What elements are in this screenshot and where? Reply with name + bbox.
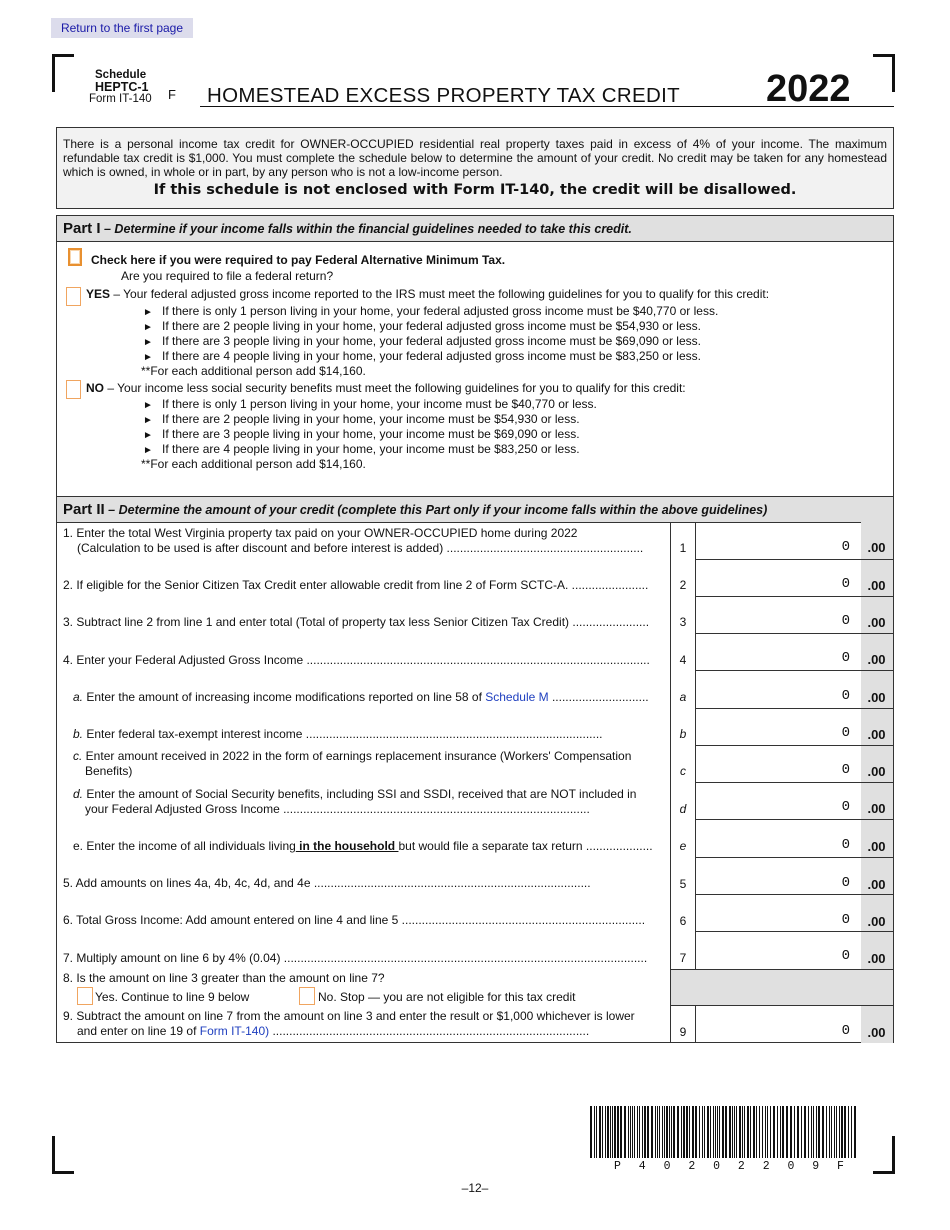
barcode-bar: [607, 1106, 609, 1158]
part-1-title: Part I: [63, 220, 101, 237]
line-8-text: 8. Is the amount on line 3 greater than the amount on line 7?: [63, 971, 385, 985]
line-5-amount[interactable]: 0: [841, 875, 850, 891]
line-9-cents: .00: [867, 1025, 886, 1040]
barcode-char: 2: [762, 1160, 770, 1173]
barcode-bar: [753, 1106, 755, 1158]
barcode-bar: [620, 1106, 622, 1158]
no-item-3: ► If there are 3 people living in your home, your income must be $69,090 or less.: [143, 427, 580, 441]
line-4d-label: d: [679, 802, 687, 816]
barcode-bar: [736, 1106, 737, 1158]
barcode-bar: [762, 1106, 763, 1158]
barcode-char: 4: [638, 1160, 646, 1173]
row-divider: [695, 745, 893, 746]
barcode-bar: [811, 1106, 812, 1158]
header-rule: [200, 106, 894, 107]
barcode-bar: [839, 1106, 840, 1158]
barcode-bar: [780, 1106, 781, 1158]
barcode-bar: [590, 1106, 592, 1158]
barcode-bar: [816, 1106, 817, 1158]
barcode-bar: [614, 1106, 616, 1158]
line-4d-cents: .00: [867, 801, 886, 816]
line-4b-cents: .00: [867, 727, 886, 742]
row-divider: [695, 596, 893, 597]
barcode-bar: [624, 1106, 626, 1158]
barcode-bar: [642, 1106, 643, 1158]
federal-return-question: Are you required to file a federal return?: [121, 269, 334, 283]
line-4-cents: .00: [867, 652, 886, 667]
no-item-1: ► If there is only 1 person living in your home, your income must be $40,770 or less.: [143, 397, 597, 411]
row-divider: [695, 857, 893, 858]
barcode-bar: [790, 1106, 792, 1158]
barcode-bar: [657, 1106, 658, 1158]
barcode-bar: [822, 1106, 824, 1158]
barcode-char: 0: [787, 1160, 795, 1173]
line-9-text: 9. Subtract the amount on line 7 from the amount on line 3 and enter the result or $1,000 whichever is lower and enter on line 19 of Form IT-140) ...............................................................................................: [63, 1009, 635, 1038]
line-4a-text: a. Enter the amount of increasing income modifications reported on line 58 of Schedule M .............................: [73, 690, 649, 704]
barcode-bar: [804, 1106, 806, 1158]
barcode-bar: [664, 1106, 665, 1158]
line-4c-cents: .00: [867, 764, 886, 779]
intro-warning: If this schedule is not enclosed with Form IT-140, the credit will be disallowed.: [153, 182, 797, 198]
barcode-bar: [683, 1106, 685, 1158]
line-4-text: 4. Enter your Federal Adjusted Gross Income .......................................................................................................: [63, 653, 650, 667]
intro-text: There is a personal income tax credit for OWNER-OCCUPIED residential real property taxes paid in excess of 4% of your income. The maximum refundable tax credit is $1,000. You must complete the schedule below to determine the amount of your credit. No credit may be taken for any homestead which is owned, in whole or in part, by any person who is not a low-income person.: [63, 137, 887, 179]
barcode-char: 0: [713, 1160, 721, 1173]
barcode-bar: [686, 1106, 688, 1158]
form-label: Form IT-140: [89, 93, 152, 105]
barcode-bar: [599, 1106, 601, 1158]
barcode-bar: [765, 1106, 766, 1158]
row-divider: [671, 1005, 893, 1006]
line-8-yes-checkbox[interactable]: [77, 987, 93, 1005]
barcode-bar: [699, 1106, 700, 1158]
line-7-amount[interactable]: 0: [841, 948, 850, 964]
no-item-4: ► If there are 4 people living in your home, your income must be $83,250 or less.: [143, 442, 580, 456]
barcode-bar: [801, 1106, 802, 1158]
row-divider: [695, 819, 893, 820]
barcode-bar: [681, 1106, 682, 1158]
line-1-text: 1. Enter the total West Virginia property tax paid on your OWNER-OCCUPIED home during 2022 (Calculation to be used is after discount and before interest is added) ...........................................................: [63, 526, 644, 555]
barcode-bar: [707, 1106, 709, 1158]
amt-checkbox[interactable]: [68, 248, 82, 266]
line-2-text: 2. If eligible for the Senior Citizen Tax Credit enter allowable credit from line 2 of Form SCTC-A. .......................: [63, 578, 649, 592]
line-4e-cents: .00: [867, 839, 886, 854]
crop-mark-top-right: [873, 54, 895, 92]
barcode-bar: [659, 1106, 660, 1158]
barcode-bar: [702, 1106, 703, 1158]
barcode-bar: [644, 1106, 646, 1158]
barcode-bar: [797, 1106, 799, 1158]
line-3-cents: .00: [867, 615, 886, 630]
barcode-bar: [854, 1106, 856, 1158]
barcode-bar: [742, 1106, 743, 1158]
line-4a-amount[interactable]: 0: [841, 688, 850, 704]
part-2-section: [56, 496, 894, 1043]
barcode-bar: [655, 1106, 656, 1158]
barcode-bar: [689, 1106, 690, 1158]
line-4c-amount[interactable]: 0: [841, 762, 850, 778]
line-1-amount[interactable]: 0: [841, 539, 850, 555]
barcode-bar: [844, 1106, 846, 1158]
barcode-bar: [662, 1106, 663, 1158]
barcode-bar: [612, 1106, 613, 1158]
barcode-bar: [756, 1106, 757, 1158]
return-to-first-page-button[interactable]: Return to the first page: [51, 18, 193, 38]
barcode-text: [614, 1160, 844, 1173]
barcode-bar: [715, 1106, 716, 1158]
yes-label: YES: [86, 287, 111, 301]
part-1-description: – Determine if your income falls within the financial guidelines needed to take this credit.: [100, 222, 632, 236]
barcode-bar: [739, 1106, 741, 1158]
barcode-bar: [794, 1106, 795, 1158]
part-2-title: Part II: [63, 501, 105, 518]
line-5-text: 5. Add amounts on lines 4a, 4b, 4c, 4d, and 4e ...................................................................................: [63, 876, 591, 890]
barcode-bar: [848, 1106, 849, 1158]
part-1-body: [57, 242, 893, 497]
part-2-description: – Determine the amount of your credit (complete this Part only if your income falls within the above guidelines): [104, 503, 768, 517]
barcode-bar: [704, 1106, 705, 1158]
no-text: – Your income less social security benefits must meet the following guidelines for you to qualify for this credit:: [104, 381, 686, 395]
line-5-label: 5: [679, 877, 687, 891]
yes-item-1: ► If there is only 1 person living in your home, your federal adjusted gross income must be $40,770 or less.: [143, 304, 719, 318]
barcode-bar: [602, 1106, 603, 1158]
barcode-char: 0: [663, 1160, 671, 1173]
no-line: [86, 381, 686, 395]
barcode-bar: [836, 1106, 837, 1158]
row-divider: [695, 559, 893, 560]
line-4a-label: a: [679, 690, 687, 704]
amount-column-divider-line9: [695, 1005, 696, 1043]
barcode-bar: [634, 1106, 635, 1158]
line-3-text: 3. Subtract line 2 from line 1 and enter total (Total of property tax less Senior Citizen Tax Credit) .......................: [63, 615, 650, 629]
line-7-label: 7: [679, 951, 687, 965]
line-8-shaded-block: [671, 969, 893, 1005]
line-6-cents: .00: [867, 914, 886, 929]
barcode-char: F: [837, 1160, 844, 1173]
barcode-bar: [831, 1106, 832, 1158]
line-4-label: 4: [679, 653, 687, 667]
barcode-bar: [719, 1106, 720, 1158]
part-1-section: [56, 215, 894, 497]
line-4b-amount[interactable]: 0: [841, 725, 850, 741]
barcode-bar: [596, 1106, 597, 1158]
barcode-bar: [744, 1106, 745, 1158]
line-4e-text: e. Enter the income of all individuals living in the household but would file a separate tax return ....................: [73, 839, 653, 853]
barcode-bar: [841, 1106, 843, 1158]
no-label: NO: [86, 381, 104, 395]
barcode-bar: [734, 1106, 735, 1158]
barcode-bar: [759, 1106, 760, 1158]
barcode-bar: [637, 1106, 638, 1158]
line-4c-label: c: [680, 764, 686, 778]
barcode-bar: [818, 1106, 820, 1158]
barcode-bar: [826, 1106, 827, 1158]
barcode-bar: [639, 1106, 640, 1158]
intro-box: [56, 127, 894, 209]
form-letter: F: [168, 87, 176, 102]
barcode-bar: [717, 1106, 718, 1158]
barcode-bar: [710, 1106, 711, 1158]
line-8-no-label: No. Stop — you are not eligible for this tax credit: [318, 990, 576, 1004]
barcode-char: 2: [737, 1160, 745, 1173]
barcode-bar: [747, 1106, 749, 1158]
amt-label: Check here if you were required to pay Federal Alternative Minimum Tax.: [91, 253, 506, 267]
line-2-cents: .00: [867, 578, 886, 593]
row-divider: [695, 670, 893, 671]
barcode-bar: [632, 1106, 633, 1158]
barcode-bar: [767, 1106, 768, 1158]
line-4e-label: e: [679, 839, 687, 853]
line-7-text: 7. Multiply amount on line 6 by 4% (0.04) .............................................................................................................: [63, 951, 648, 965]
line-6-label: 6: [679, 914, 687, 928]
line-6-amount[interactable]: 0: [841, 912, 850, 928]
line-1-cents: .00: [867, 540, 886, 555]
yes-line: [86, 287, 769, 301]
schedule-id: HEPTC-1: [95, 80, 149, 94]
barcode-bar: [669, 1106, 670, 1158]
yes-checkbox[interactable]: [66, 287, 81, 306]
crop-mark-bottom-right: [873, 1136, 895, 1174]
barcode-char: 2: [688, 1160, 696, 1173]
line-3-label: 3: [679, 615, 687, 629]
barcode-bar: [628, 1106, 629, 1158]
yes-text: – Your federal adjusted gross income reported to the IRS must meet the following guidelines for you to qualify for this credit:: [110, 287, 770, 301]
barcode-bar: [605, 1106, 606, 1158]
row-divider: [695, 708, 893, 709]
line-8-yes-label: Yes. Continue to line 9 below: [95, 990, 250, 1004]
line-8-no-checkbox[interactable]: [299, 987, 315, 1005]
barcode-bar: [813, 1106, 814, 1158]
no-item-2: ► If there are 2 people living in your home, your income must be $54,930 or less.: [143, 412, 580, 426]
line-4a-cents: .00: [867, 690, 886, 705]
barcode-char: 9: [812, 1160, 820, 1173]
line-9-label: 9: [679, 1025, 687, 1039]
line-2-label: 2: [679, 578, 687, 592]
page-number: –12–: [461, 1181, 489, 1195]
yes-item-4: ► If there are 4 people living in your home, your federal adjusted gross income must be $83,250 or less.: [143, 349, 701, 363]
barcode-bar: [677, 1106, 679, 1158]
yes-item-2: ► If there are 2 people living in your home, your federal adjusted gross income must be $54,930 or less.: [143, 319, 701, 333]
barcode-bar: [808, 1106, 809, 1158]
line-7-cents: .00: [867, 951, 886, 966]
barcode-bar: [829, 1106, 830, 1158]
barcode-bar: [647, 1106, 649, 1158]
no-checkbox[interactable]: [66, 380, 81, 399]
barcode-bar: [610, 1106, 611, 1158]
line-4d-amount[interactable]: 0: [841, 799, 850, 815]
page-title: HOMESTEAD EXCESS PROPERTY TAX CREDIT: [207, 84, 680, 107]
schedule-label: Schedule: [95, 69, 147, 81]
row-divider: [671, 969, 893, 970]
barcode-bar: [594, 1106, 595, 1158]
barcode-bar: [750, 1106, 751, 1158]
barcode-bar: [692, 1106, 694, 1158]
barcode-bar: [770, 1106, 771, 1158]
barcode-bar: [786, 1106, 788, 1158]
barcode-bar: [777, 1106, 778, 1158]
line-5-cents: .00: [867, 877, 886, 892]
row-divider: [695, 894, 893, 895]
no-note: **For each additional person add $14,160.: [141, 457, 366, 471]
crop-mark-top-left: [52, 54, 74, 92]
barcode-bar: [782, 1106, 784, 1158]
line-4e-amount[interactable]: 0: [841, 837, 850, 853]
yes-item-3: ► If there are 3 people living in your home, your federal adjusted gross income must be $69,090 or less.: [143, 334, 701, 348]
barcode-char: P: [614, 1160, 621, 1173]
part-1-header: [57, 216, 893, 242]
crop-mark-bottom-left: [52, 1136, 74, 1174]
form-it140-link[interactable]: Form IT-140): [199, 1024, 270, 1038]
line-9-amount[interactable]: 0: [841, 1023, 850, 1039]
barcode-bar: [617, 1106, 619, 1158]
tax-year: 2022: [766, 68, 851, 110]
barcode-bar: [732, 1106, 733, 1158]
barcode-bar: [725, 1106, 727, 1158]
part-2-header: [57, 497, 893, 523]
line-3-amount[interactable]: 0: [841, 613, 850, 629]
barcode-bar: [713, 1106, 714, 1158]
barcode-bar: [651, 1106, 653, 1158]
line-2-amount[interactable]: 0: [841, 576, 850, 592]
barcode-bar: [630, 1106, 631, 1158]
row-divider: [695, 633, 893, 634]
line-1-label: 1: [679, 541, 687, 555]
row-divider: [695, 782, 893, 783]
barcode-bar: [729, 1106, 731, 1158]
line-6-text: 6. Total Gross Income: Add amount entered on line 4 and line 5 .........................................................................: [63, 913, 646, 927]
line-4b-text: b. Enter federal tax-exempt interest income .........................................................................................: [73, 727, 603, 741]
line-4b-label: b: [679, 727, 687, 741]
barcode-bar: [851, 1106, 852, 1158]
barcode-bar: [666, 1106, 668, 1158]
row-divider: [695, 931, 893, 932]
line-4c-text: c. Enter amount received in 2022 in the form of earnings replacement insurance (Workers' Compensation Benefits): [73, 749, 632, 778]
barcode: [590, 1106, 858, 1158]
yes-note: **For each additional person add $14,160.: [141, 364, 366, 378]
line-4-amount[interactable]: 0: [841, 650, 850, 666]
barcode-bar: [773, 1106, 775, 1158]
line-4d-text: d. Enter the amount of Social Security benefits, including SSI and SSDI, received that are NOT included in your Federal Adjusted Gross Income ............................................................................................: [73, 787, 637, 816]
barcode-bar: [722, 1106, 724, 1158]
barcode-bar: [673, 1106, 675, 1158]
barcode-bar: [695, 1106, 697, 1158]
barcode-bar: [834, 1106, 835, 1158]
barcode-bar: [671, 1106, 672, 1158]
schedule-m-link[interactable]: Schedule M: [485, 690, 549, 704]
